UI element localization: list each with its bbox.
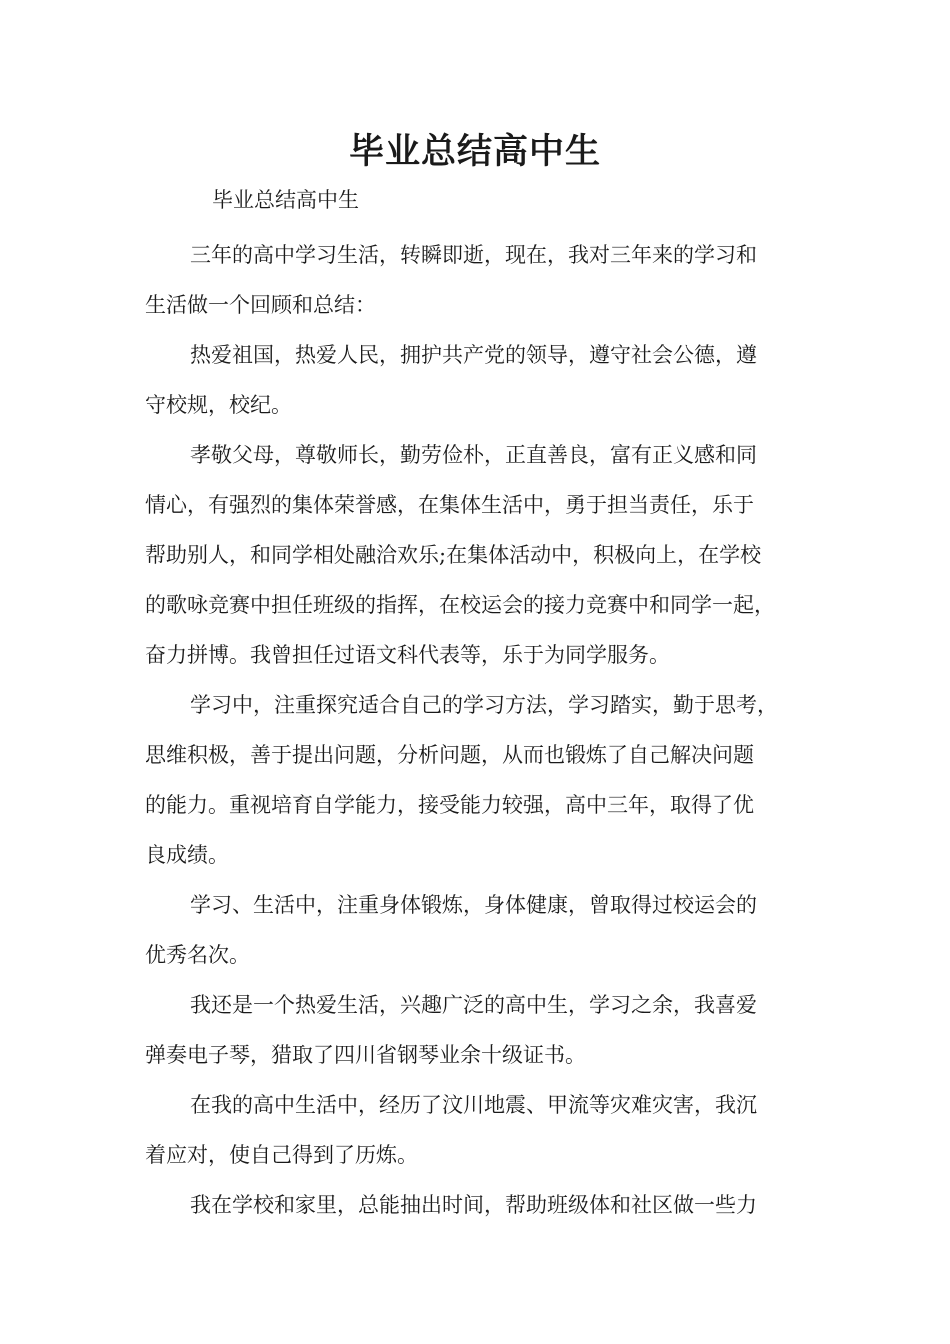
paragraph-hobbies <box>145 980 825 1080</box>
paragraph-service <box>145 1180 825 1230</box>
paragraph-line: 学习中，注重探究适合自己的学习方法，学习踏实，勤于思考， <box>190 693 778 717</box>
document-body <box>145 230 825 1230</box>
paragraph-line: 守校规，校纪。 <box>145 393 292 417</box>
paragraph-line: 弹奏电子琴，猎取了四川省钢琴业余十级证书。 <box>145 1043 586 1067</box>
document-subtitle: 毕业总结高中生 <box>212 188 359 212</box>
paragraph-line: 着应对，使自己得到了历炼。 <box>145 1143 418 1167</box>
paragraph-line: 的能力。重视培育自学能力，接受能力较强，高中三年，取得了优 <box>145 793 754 817</box>
paragraph-line: 我还是一个热爱生活，兴趣广泛的高中生，学习之余，我喜爱 <box>190 993 757 1017</box>
paragraph-patriotism <box>145 330 825 430</box>
paragraph-line: 奋力拼博。我曾担任过语文科代表等，乐于为同学服务。 <box>145 643 670 667</box>
paragraph-line: 学习、生活中，注重身体锻炼，身体健康，曾取得过校运会的 <box>190 893 757 917</box>
paragraph-line: 的歌咏竞赛中担任班级的指挥，在校运会的接力竞赛中和同学一起， <box>145 593 775 617</box>
paragraph-line: 良成绩。 <box>145 843 229 867</box>
paragraph-health <box>145 880 825 980</box>
paragraph-experience <box>145 1080 825 1180</box>
paragraph-intro <box>145 230 825 330</box>
paragraph-line: 热爱祖国，热爱人民，拥护共产党的领导，遵守社会公德，遵 <box>190 343 757 367</box>
paragraph-line: 思维积极，善于提出问题，分析问题，从而也锻炼了自己解决问题 <box>145 743 754 767</box>
paragraph-line: 帮助别人，和同学相处融洽欢乐;在集体活动中，积极向上，在学校 <box>145 543 762 567</box>
paragraph-line: 优秀名次。 <box>145 943 250 967</box>
paragraph-line: 在我的高中生活中，经历了汶川地震、甲流等灾难灾害，我沉 <box>190 1093 757 1117</box>
paragraph-line: 三年的高中学习生活，转瞬即逝，现在，我对三年来的学习和 <box>190 243 757 267</box>
paragraph-line: 孝敬父母，尊敬师长，勤劳俭朴，正直善良，富有正义感和同 <box>190 443 757 467</box>
paragraph-study <box>145 680 825 880</box>
paragraph-character <box>145 430 825 680</box>
paragraph-line: 我在学校和家里，总能抽出时间，帮助班级体和社区做一些力 <box>190 1193 757 1217</box>
document-title: 毕业总结高中生 <box>348 132 601 172</box>
paragraph-line: 生活做一个回顾和总结： <box>145 293 376 317</box>
paragraph-line: 情心，有强烈的集体荣誉感，在集体生活中，勇于担当责任，乐于 <box>145 493 754 517</box>
